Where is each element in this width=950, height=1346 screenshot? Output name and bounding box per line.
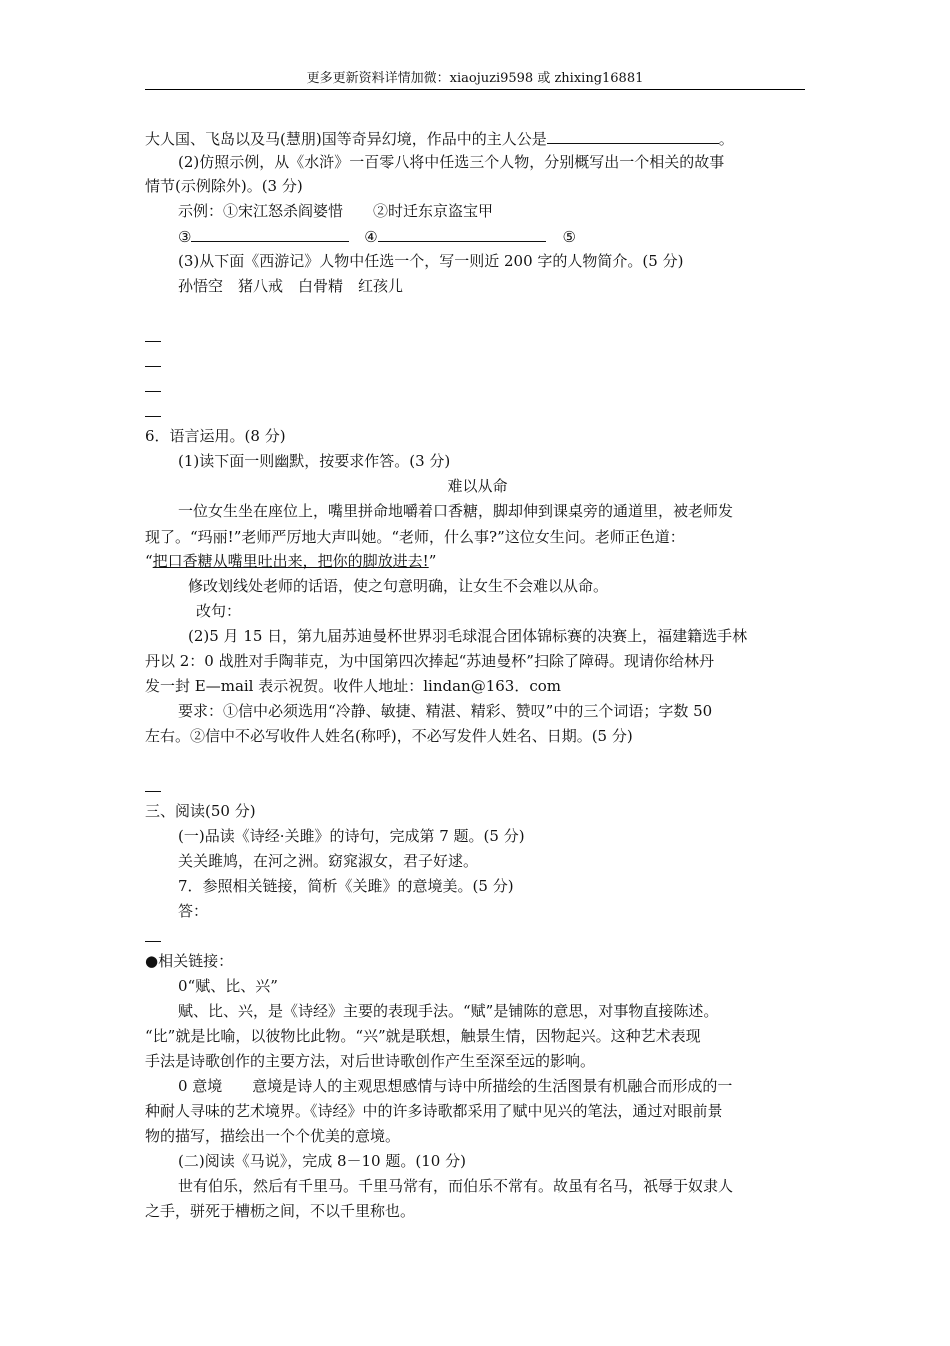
section3-part1: (一)品读《诗经·关雎》的诗句，完成第 7 题。(5 分)	[178, 827, 525, 845]
revise-label: 改句：	[196, 602, 242, 620]
q5-blanks	[178, 226, 810, 247]
q6-part1: (1)读下面一则幽默，按要求作答。(3 分)	[178, 452, 451, 470]
section3-part2: (二)阅读《马说》，完成 8－10 题。(10 分)	[178, 1152, 466, 1170]
mashuo-line2: 之手，骈死于槽枥之间，不以千里称也。	[145, 1202, 416, 1220]
underlined-quote: 把口香糖从嘴里吐出来，把你的脚放进去!	[152, 552, 429, 570]
story-line3	[145, 551, 810, 571]
answer-line	[145, 391, 161, 392]
q5-part2-line1: (2)仿照示例，从《水浒》一百零八将中任选三个人物，分别概写出一个相关的故事	[178, 153, 725, 171]
fbx-line3: 手法是诗歌创作的主要方法，对后世诗歌创作产生至深至远的影响。	[145, 1052, 596, 1070]
q6-requirement-line2: 左右。②信中不必写收件人姓名(称呼)，不必写发件人姓名、日期。(5 分)	[145, 727, 633, 745]
yijing-line3: 物的描写，描绘出一个个优美的意境。	[145, 1127, 401, 1145]
section3-title: 三、阅读(50 分)	[145, 802, 256, 820]
answer-blank[interactable]	[547, 128, 719, 144]
story-line2: 现了。“玛丽!”老师严厉地大声叫她。“老师，什么事?”这位女生问。老师正色道：	[145, 528, 685, 546]
blank-label-5: ⑤	[562, 228, 576, 246]
fbx-line1: 赋、比、兴，是《诗经》主要的表现手法。“赋”是铺陈的意思，对事物直接陈述。	[178, 1002, 719, 1020]
answer-line	[145, 791, 161, 792]
q5-line1-end: 。	[718, 130, 734, 148]
q5-example: 示例：①宋江怒杀阎婆惜 ②时迁东京盗宝甲	[178, 202, 494, 220]
story-line1: 一位女生坐在座位上，嘴里拼命地嚼着口香糖，脚却伸到课桌旁的通道里，被老师发	[178, 502, 734, 520]
answer-line	[145, 941, 161, 942]
q7-prompt: 7．参照相关链接，简析《关雎》的意境美。(5 分)	[178, 877, 514, 895]
q5-part3: (3)从下面《西游记》人物中任选一个，写一则近 200 字的人物简介。(5 分)	[178, 252, 684, 270]
blank-label-4: ④	[364, 228, 378, 246]
yijing-line2: 种耐人寻味的艺术境界。《诗经》中的许多诗歌都采用了赋中见兴的笔法，通过对眼前景	[145, 1102, 723, 1120]
answer-line	[145, 341, 161, 342]
story-title: 难以从命	[447, 477, 508, 495]
yijing-line1: 0 意境 意境是诗人的主观思想感情与诗中所描绘的生活图景有机融合而形成的一	[178, 1077, 733, 1095]
q5-line1	[145, 128, 810, 149]
q5-characters: 孙悟空 猪八戒 白骨精 红孩儿	[178, 277, 404, 295]
q6-part2-line1: (2)5 月 15 日，第九届苏迪曼杯世界羽毛球混合团体锦标赛的决赛上，福建籍选手林	[188, 627, 748, 645]
related-links-title: ●相关链接：	[145, 952, 234, 970]
quote-close: ”	[428, 552, 437, 570]
answer-label: 答：	[178, 902, 209, 920]
q5-line1-text: 大人国、飞岛以及马(慧朋)国等奇异幻境，作品中的主人公是	[145, 130, 547, 148]
fbx-line2: “比”就是比喻，以彼物比此物。“兴”就是联想，触景生情，因物起兴。这种艺术表现	[145, 1027, 701, 1045]
fbx-title: 0“赋、比、兴”	[178, 977, 278, 995]
quote-open: “	[145, 552, 153, 570]
q6-part2-line2: 丹以 2：0 战胜对手陶菲克，为中国第四次捧起“苏迪曼杯”扫除了障碍。现请你给林丹	[145, 652, 714, 670]
answer-blank-4[interactable]	[378, 226, 546, 242]
q6-part2-line3: 发一封 E—mail 表示祝贺。收件人地址：lindan@163．com	[145, 677, 561, 695]
answer-line	[145, 416, 161, 417]
q6-title: 6．语言运用。(8 分)	[145, 427, 286, 445]
answer-line	[145, 366, 161, 367]
page-header: 更多更新资料详情加微：xiaojuzi9598 或 zhixing16881	[145, 70, 805, 90]
mashuo-line1: 世有伯乐，然后有千里马。千里马常有，而伯乐不常有。故虽有名马，祇辱于奴隶人	[178, 1177, 734, 1195]
poem-lines: 关关雎鸠，在河之洲。窈窕淑女，君子好逑。	[178, 852, 479, 870]
q6-instruction: 修改划线处老师的话语，使之句意明确，让女生不会难以从命。	[188, 577, 609, 595]
q6-requirement-line1: 要求：①信中必须选用“冷静、敏捷、精湛、精彩、赞叹”中的三个词语；字数 50	[178, 702, 713, 720]
q5-part2-line2: 情节(示例除外)。(3 分)	[145, 177, 303, 195]
answer-blank-3[interactable]	[191, 226, 349, 242]
blank-label-3: ③	[178, 228, 192, 246]
